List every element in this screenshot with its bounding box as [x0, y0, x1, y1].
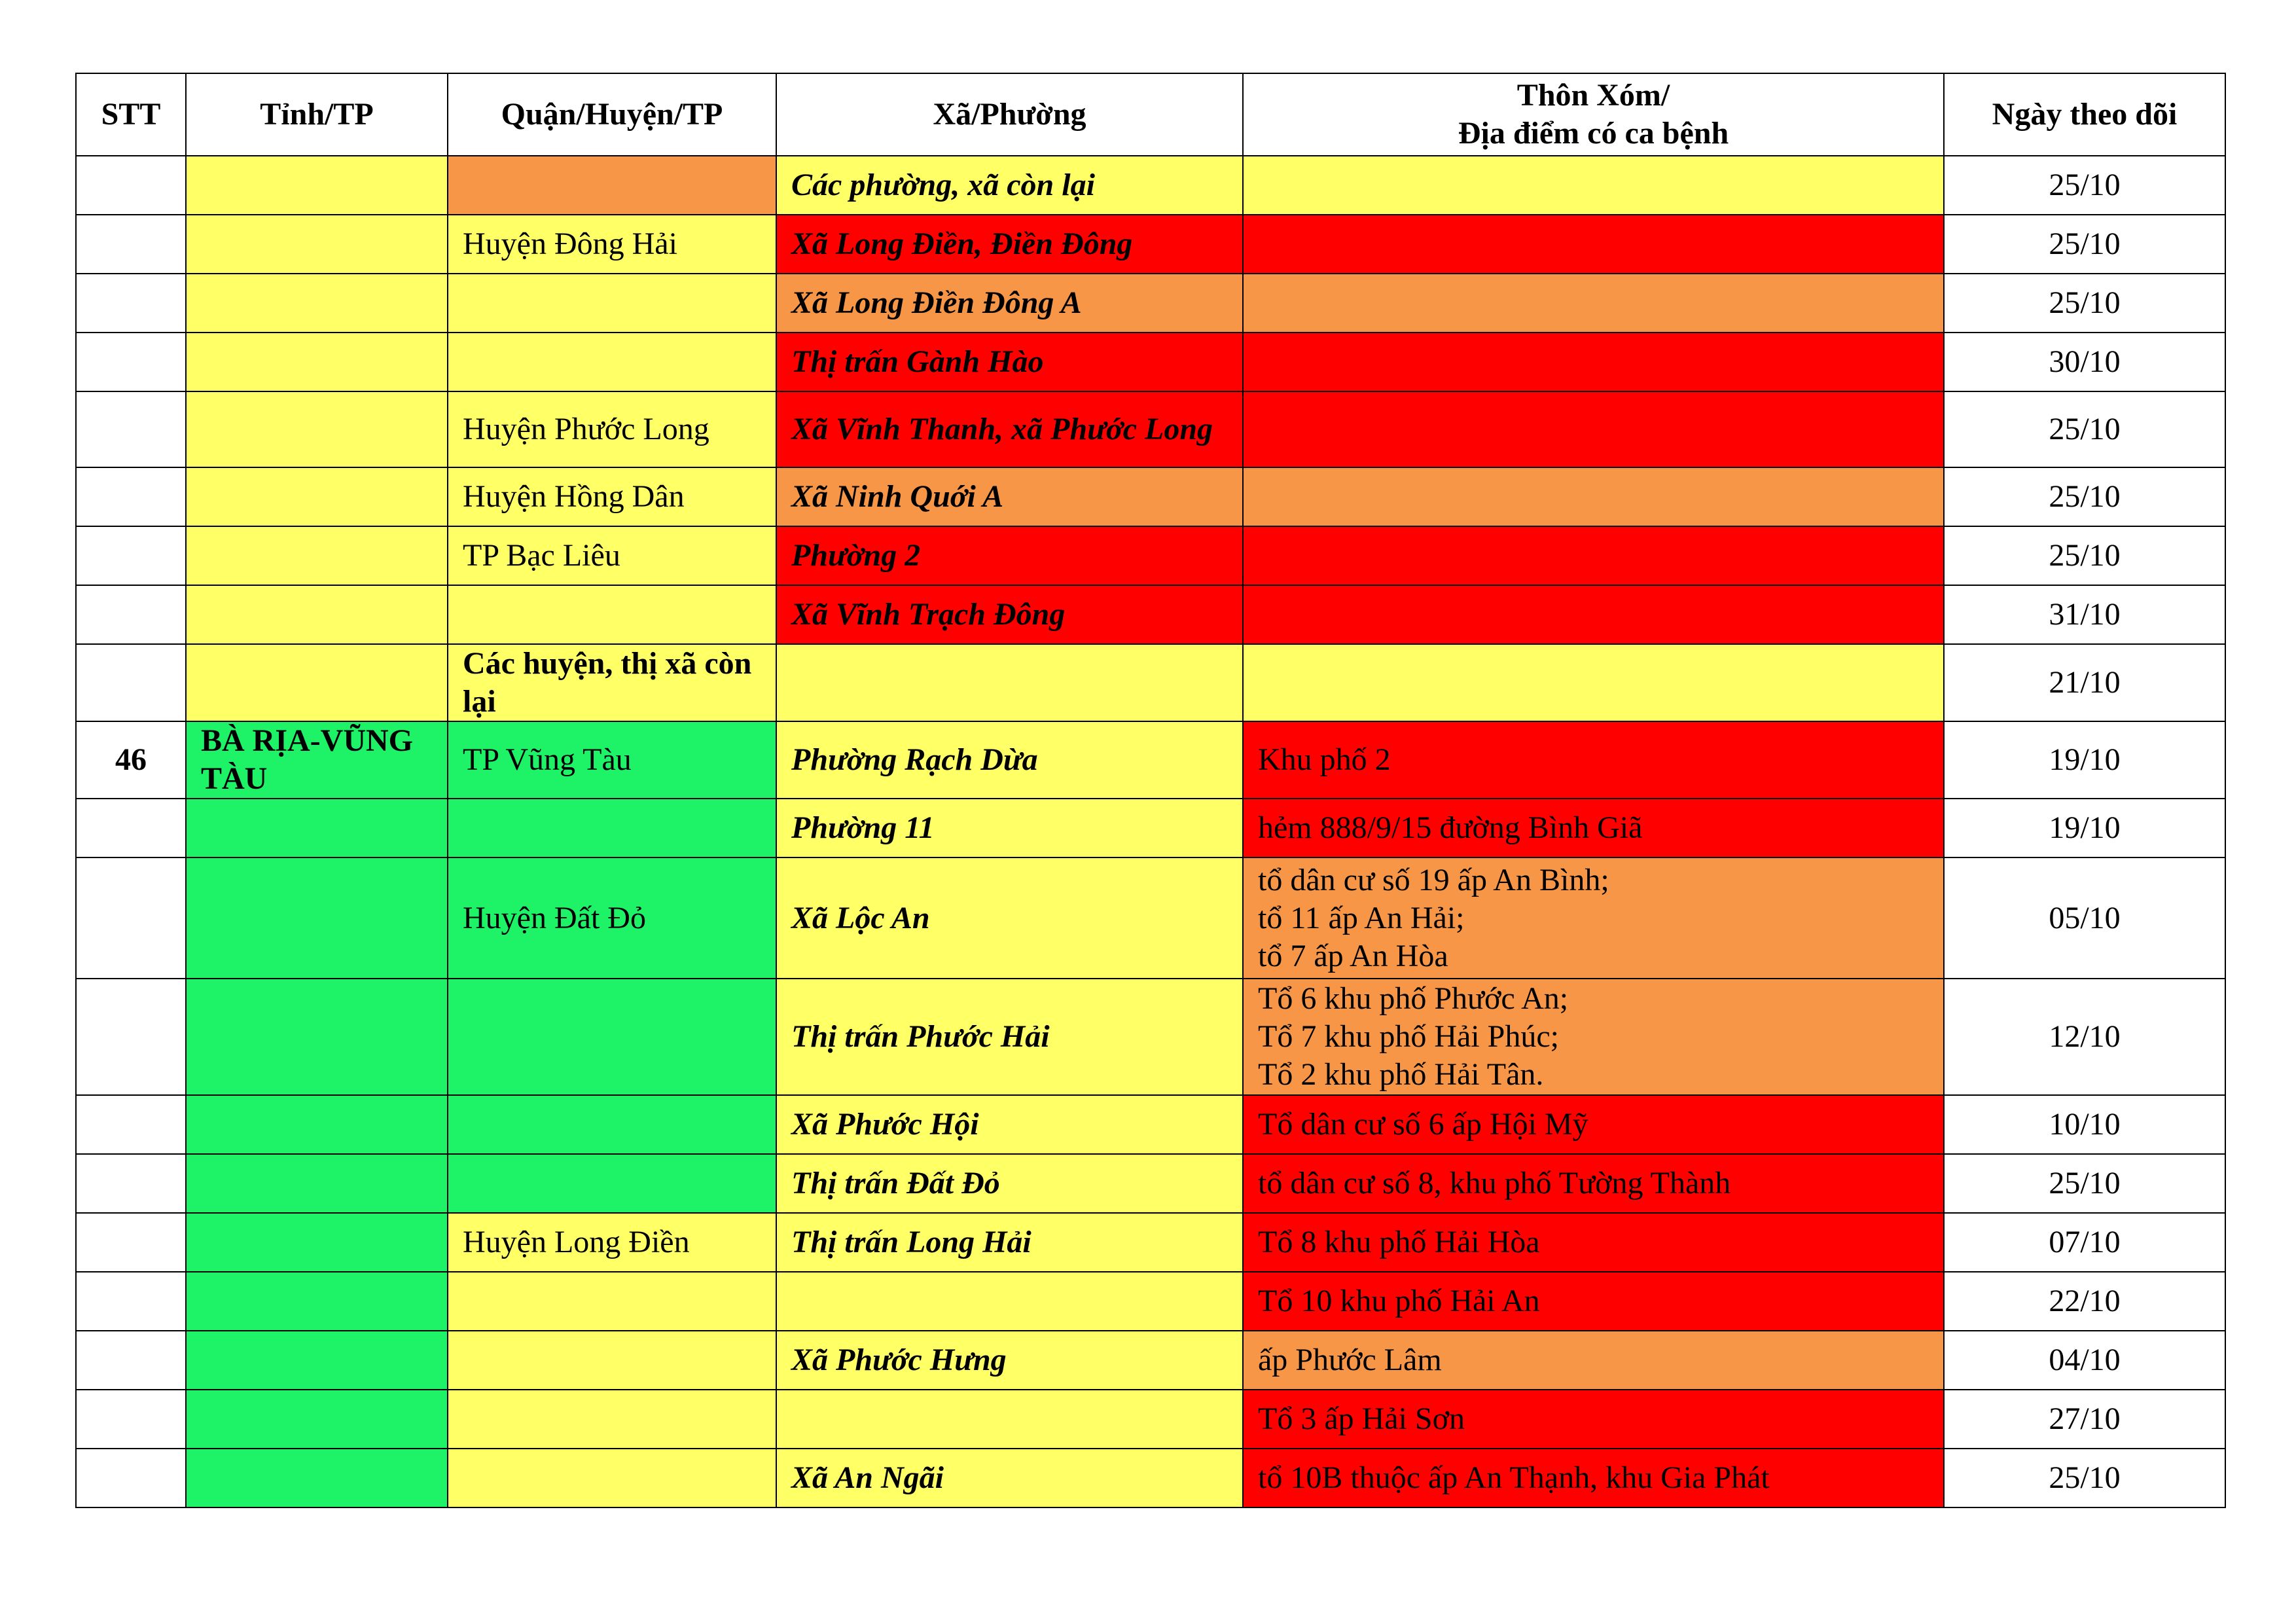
stt-cell: [76, 215, 186, 274]
stt-cell: [76, 333, 186, 391]
header-district: Quận/Huyện/TP: [448, 73, 776, 156]
table-row: [76, 1154, 2225, 1213]
header-hamlet-line: Địa điểm có ca bệnh: [1458, 116, 1729, 151]
stt-cell: [76, 585, 186, 644]
table-row: [76, 585, 2225, 644]
province-cell: [186, 215, 448, 274]
hamlet-cell: [1243, 1272, 1944, 1331]
ward-cell: Phường 2: [776, 526, 1243, 585]
table-row: [76, 526, 2225, 585]
date-cell: 27/10: [1944, 1390, 2225, 1449]
district-cell: [448, 1331, 776, 1390]
table-row: [76, 1213, 2225, 1272]
district-cell: Huyện Đông Hải: [448, 215, 776, 274]
hamlet-line: tổ dân cư số 19 ấp An Bình;: [1258, 862, 1609, 897]
ward-cell: Phường Rạch Dừa: [776, 721, 1243, 799]
ward-cell: Xã Phước Hội: [776, 1095, 1243, 1154]
hamlet-cell: [1243, 979, 1944, 1095]
hamlet-cell: [1243, 1095, 1944, 1154]
date-cell: 07/10: [1944, 1213, 2225, 1272]
ward-cell: Thị trấn Phước Hải: [776, 979, 1243, 1095]
district-cell: Huyện Đất Đỏ: [448, 857, 776, 979]
province-cell: [186, 1272, 448, 1331]
ward-cell: Xã Ninh Quới A: [776, 467, 1243, 526]
ward-cell: Xã Vĩnh Thanh, xã Phước Long: [776, 391, 1243, 467]
province-cell: [186, 1095, 448, 1154]
hamlet-cell: [1243, 333, 1944, 391]
province-cell: [186, 1154, 448, 1213]
table-row: [76, 1449, 2225, 1507]
province-cell: [186, 467, 448, 526]
date-cell: 30/10: [1944, 333, 2225, 391]
ward-cell: Xã Vĩnh Trạch Đông: [776, 585, 1243, 644]
date-cell: 25/10: [1944, 1154, 2225, 1213]
hamlet-line: Tổ 6 khu phố Phước An;: [1258, 981, 1569, 1016]
outbreak-table: [75, 73, 2226, 1508]
stt-cell: [76, 1213, 186, 1272]
date-cell: 25/10: [1944, 215, 2225, 274]
table-row: [76, 979, 2225, 1095]
table-row: [76, 644, 2225, 721]
table-row: [76, 857, 2225, 979]
hamlet-cell: [1243, 526, 1944, 585]
hamlet-line: hẻm 888/9/15 đường Bình Giã: [1258, 810, 1643, 845]
header-date: Ngày theo dõi: [1944, 73, 2225, 156]
date-cell: 12/10: [1944, 979, 2225, 1095]
hamlet-cell: [1243, 721, 1944, 799]
hamlet-line: Tổ 2 khu phố Hải Tân.: [1258, 1057, 1544, 1092]
table-row: [76, 333, 2225, 391]
district-cell: Huyện Long Điền: [448, 1213, 776, 1272]
ward-cell: Thị trấn Gành Hào: [776, 333, 1243, 391]
date-cell: 25/10: [1944, 156, 2225, 215]
ward-cell: Xã Long Điền Đông A: [776, 274, 1243, 333]
province-cell: [186, 857, 448, 979]
date-cell: 05/10: [1944, 857, 2225, 979]
date-cell: 25/10: [1944, 526, 2225, 585]
hamlet-cell: [1243, 156, 1944, 215]
date-cell: 25/10: [1944, 274, 2225, 333]
header-ward: Xã/Phường: [776, 73, 1243, 156]
date-cell: 25/10: [1944, 391, 2225, 467]
ward-cell: Xã Phước Hưng: [776, 1331, 1243, 1390]
table-row: [76, 391, 2225, 467]
stt-cell: [76, 467, 186, 526]
province-cell: [186, 1390, 448, 1449]
stt-cell: [76, 526, 186, 585]
stt-cell: [76, 274, 186, 333]
district-cell: [448, 585, 776, 644]
hamlet-line: tổ 10B thuộc ấp An Thạnh, khu Gia Phát: [1258, 1460, 1770, 1495]
hamlet-line: tổ dân cư số 8, khu phố Tường Thành: [1258, 1166, 1731, 1200]
date-cell: 10/10: [1944, 1095, 2225, 1154]
hamlet-cell: [1243, 467, 1944, 526]
district-cell: [448, 1272, 776, 1331]
district-cell: [448, 1154, 776, 1213]
province-cell: [186, 585, 448, 644]
date-cell: 19/10: [1944, 721, 2225, 799]
hamlet-line: tổ 7 ấp An Hòa: [1258, 938, 1448, 973]
ward-cell: Các phường, xã còn lại: [776, 156, 1243, 215]
stt-cell: [76, 1449, 186, 1507]
ward-cell: Xã Long Điền, Điền Đông: [776, 215, 1243, 274]
province-cell: [186, 156, 448, 215]
stt-cell: 46: [76, 721, 186, 799]
stt-cell: [76, 857, 186, 979]
table-row: [76, 467, 2225, 526]
ward-cell: Phường 11: [776, 799, 1243, 857]
header-stt: STT: [76, 73, 186, 156]
hamlet-cell: [1243, 1154, 1944, 1213]
hamlet-line: Tổ 10 khu phố Hải An: [1258, 1284, 1540, 1318]
province-cell: [186, 1331, 448, 1390]
hamlet-cell: [1243, 644, 1944, 721]
ward-cell: Xã An Ngãi: [776, 1449, 1243, 1507]
ward-cell: Xã Lộc An: [776, 857, 1243, 979]
ward-cell: [776, 1272, 1243, 1331]
province-cell: [186, 979, 448, 1095]
header-hamlet-line: Thôn Xóm/: [1516, 78, 1670, 113]
table-row: [76, 721, 2225, 799]
date-cell: 31/10: [1944, 585, 2225, 644]
district-cell: [448, 274, 776, 333]
province-cell: BÀ RỊA-VŨNG TÀU: [186, 721, 448, 799]
table-row: [76, 215, 2225, 274]
hamlet-cell: [1243, 1331, 1944, 1390]
ward-cell: [776, 644, 1243, 721]
district-cell: [448, 1449, 776, 1507]
hamlet-cell: [1243, 857, 1944, 979]
hamlet-line: ấp Phước Lâm: [1258, 1343, 1442, 1377]
table-row: [76, 156, 2225, 215]
table-row: [76, 1272, 2225, 1331]
hamlet-line: Tổ dân cư số 6 ấp Hội Mỹ: [1258, 1107, 1588, 1142]
table-row: [76, 274, 2225, 333]
stt-cell: [76, 1390, 186, 1449]
hamlet-line: Tổ 8 khu phố Hải Hòa: [1258, 1225, 1540, 1259]
ward-cell: Thị trấn Long Hải: [776, 1213, 1243, 1272]
stt-cell: [76, 644, 186, 721]
stt-cell: [76, 1272, 186, 1331]
header-hamlet: [1243, 73, 1944, 156]
district-cell: [448, 979, 776, 1095]
date-cell: 25/10: [1944, 467, 2225, 526]
district-cell: TP Bạc Liêu: [448, 526, 776, 585]
district-cell: TP Vũng Tàu: [448, 721, 776, 799]
province-cell: [186, 799, 448, 857]
district-cell: [448, 1095, 776, 1154]
hamlet-cell: [1243, 585, 1944, 644]
district-cell: Các huyện, thị xã còn lại: [448, 644, 776, 721]
hamlet-line: Tổ 3 ấp Hải Sơn: [1258, 1401, 1465, 1436]
province-cell: [186, 274, 448, 333]
province-cell: [186, 391, 448, 467]
district-cell: [448, 333, 776, 391]
ward-cell: [776, 1390, 1243, 1449]
stt-cell: [76, 156, 186, 215]
header-province: Tỉnh/TP: [186, 73, 448, 156]
hamlet-cell: [1243, 1213, 1944, 1272]
district-cell: [448, 1390, 776, 1449]
district-cell: [448, 156, 776, 215]
stt-cell: [76, 1331, 186, 1390]
hamlet-line: Khu phố 2: [1258, 742, 1391, 777]
hamlet-line: tổ 11 ấp An Hải;: [1258, 900, 1465, 935]
hamlet-line: Tổ 7 khu phố Hải Phúc;: [1258, 1019, 1559, 1054]
date-cell: 19/10: [1944, 799, 2225, 857]
hamlet-cell: [1243, 1449, 1944, 1507]
hamlet-cell: [1243, 799, 1944, 857]
date-cell: 25/10: [1944, 1449, 2225, 1507]
stt-cell: [76, 1095, 186, 1154]
province-cell: [186, 333, 448, 391]
district-cell: Huyện Hồng Dân: [448, 467, 776, 526]
hamlet-cell: [1243, 391, 1944, 467]
header-row: [76, 73, 2225, 156]
date-cell: 22/10: [1944, 1272, 2225, 1331]
district-cell: [448, 799, 776, 857]
stt-cell: [76, 979, 186, 1095]
table-body: [76, 156, 2225, 1507]
province-cell: [186, 526, 448, 585]
hamlet-cell: [1243, 215, 1944, 274]
province-cell: [186, 644, 448, 721]
hamlet-cell: [1243, 274, 1944, 333]
district-cell: Huyện Phước Long: [448, 391, 776, 467]
table-header: [76, 73, 2225, 156]
table-row: [76, 1331, 2225, 1390]
table-row: [76, 1390, 2225, 1449]
stt-cell: [76, 391, 186, 467]
ward-cell: Thị trấn Đất Đỏ: [776, 1154, 1243, 1213]
hamlet-cell: [1243, 1390, 1944, 1449]
stt-cell: [76, 799, 186, 857]
province-cell: [186, 1213, 448, 1272]
table-row: [76, 1095, 2225, 1154]
date-cell: 04/10: [1944, 1331, 2225, 1390]
date-cell: 21/10: [1944, 644, 2225, 721]
table-row: [76, 799, 2225, 857]
province-cell: [186, 1449, 448, 1507]
stt-cell: [76, 1154, 186, 1213]
